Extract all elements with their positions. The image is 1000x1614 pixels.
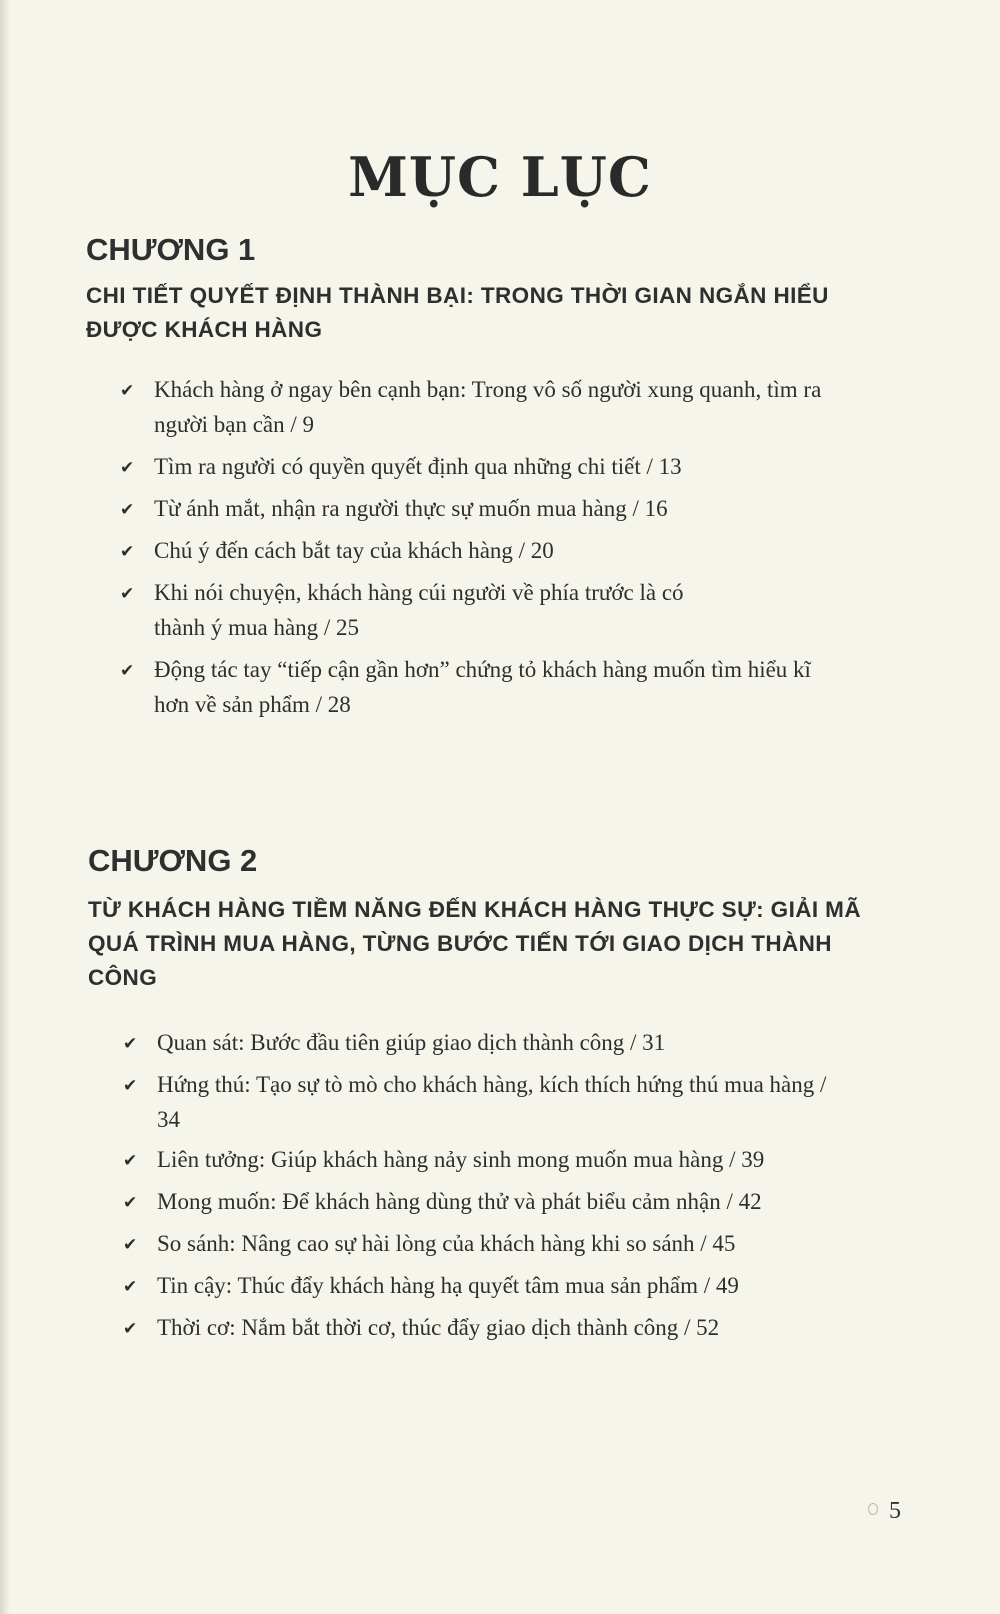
toc-item-text: Từ ánh mắt, nhận ra người thực sự muốn mua hàng / 16 [154,496,668,521]
toc-item-text: Khi nói chuyện, khách hàng cúi người về phía trước là có thành ý mua hàng / 25 [154,580,684,640]
toc-item-text: Chú ý đến cách bắt tay của khách hàng / 20 [154,538,554,563]
checkmark-icon: ✔ [123,1193,138,1213]
toc-item-text: Quan sát: Bước đầu tiên giúp giao dịch thành công / 31 [157,1030,666,1055]
toc-item-text: Liên tưởng: Giúp khách hàng nảy sinh mong muốn mua hàng / 39 [157,1147,765,1172]
chapter-1-label: CHƯƠNG 1 [86,232,256,267]
toc-item-text: Thời cơ: Nắm bắt thời cơ, thúc đẩy giao dịch thành công / 52 [157,1315,720,1340]
toc-item [123,1142,858,1177]
checkmark-icon: ✔ [123,1277,138,1297]
toc-item-text: Động tác tay “tiếp cận gần hơn” chứng tỏ khách hàng muốn tìm hiểu kĩ hơn về sản phẩm / 28 [154,657,811,717]
toc-item-text: Khách hàng ở ngay bên cạnh bạn: Trong vô số người xung quanh, tìm ra người bạn cần / 9 [154,377,822,437]
toc-item-text: So sánh: Nâng cao sự hài lòng của khách hàng khi so sánh / 45 [157,1231,736,1256]
toc-item [123,1067,847,1137]
checkmark-icon: ✔ [120,458,135,478]
checkmark-icon: ✔ [120,542,135,562]
checkmark-icon: ✔ [120,584,135,604]
toc-item [120,533,855,568]
toc-item-text: Mong muốn: Để khách hàng dùng thử và phát biểu cảm nhận / 42 [157,1189,762,1214]
toc-item [120,575,714,645]
checkmark-icon: ✔ [120,381,135,401]
checkmark-icon: ✔ [123,1151,138,1171]
toc-item-text: Tìm ra người có quyền quyết định qua những chi tiết / 13 [154,454,682,479]
toc-item [120,491,855,526]
checkmark-icon: ✔ [120,661,135,681]
toc-item [123,1310,858,1345]
printer-mark-icon [868,1503,878,1515]
toc-item [123,1025,858,1060]
toc-item-text: Tin cậy: Thúc đẩy khách hàng hạ quyết tâm mua sản phẩm / 49 [157,1273,739,1298]
checkmark-icon: ✔ [123,1235,138,1255]
chapter-2-label: CHƯƠNG 2 [88,843,258,878]
checkmark-icon: ✔ [120,500,135,520]
toc-item [123,1268,858,1303]
checkmark-icon: ✔ [123,1076,138,1096]
chapter-2-title: TỪ KHÁCH HÀNG TIỀM NĂNG ĐẾN KHÁCH HÀNG THỰC SỰ: GIẢI MÃ QUÁ TRÌNH MUA HÀNG, TỪNG BƯỚC TIẾN TỚI GIAO DỊCH THÀNH CÔNG [88,897,861,990]
toc-item [120,652,814,722]
toc-item [123,1226,858,1261]
toc-item [120,372,855,442]
chapter-1-title: CHI TIẾT QUYẾT ĐỊNH THÀNH BẠI: TRONG THỜI GIAN NGẮN HIỂU ĐƯỢC KHÁCH HÀNG [86,283,829,342]
checkmark-icon: ✔ [123,1319,138,1339]
chapter-1-toc [120,372,855,722]
toc-item [120,449,855,484]
toc-item [123,1184,858,1219]
toc-item-text: Hứng thú: Tạo sự tò mò cho khách hàng, kích thích hứng thú mua hàng / 34 [157,1072,827,1132]
page-edge-shadow [0,0,10,1614]
page-title: MỤC LỤC [348,145,652,209]
checkmark-icon: ✔ [123,1034,138,1054]
chapter-2-toc [123,1025,858,1345]
page-number: 5 [889,1498,901,1524]
